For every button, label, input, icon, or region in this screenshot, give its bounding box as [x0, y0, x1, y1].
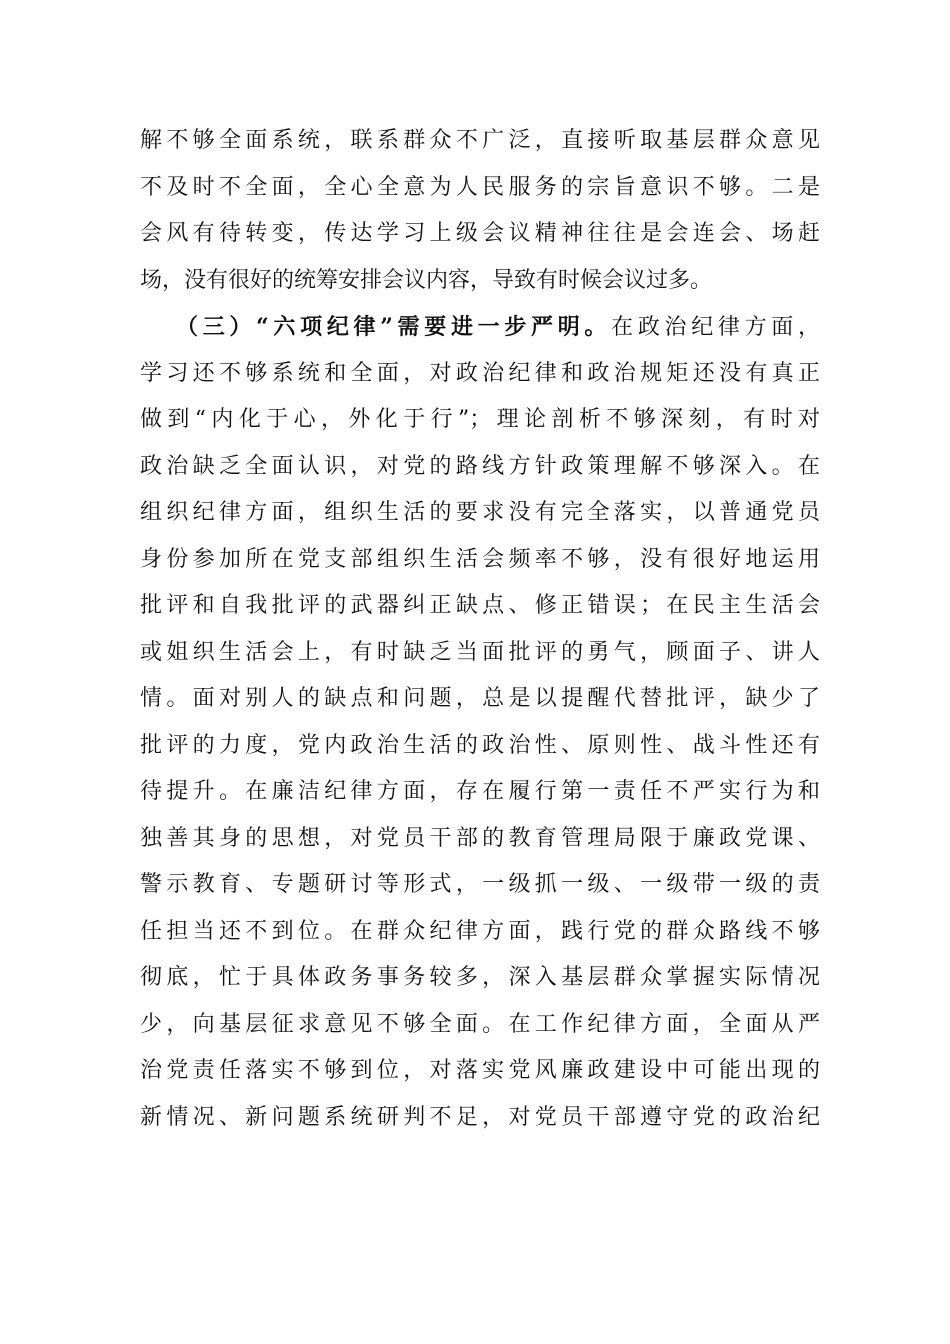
text-line: 批评的力度，党内政治生活的政治性、原则性、战斗性还有 [140, 732, 820, 758]
text-line: 新情况、新问题系统研判不足，对党员干部遵守党的政治纪 [140, 1104, 820, 1130]
text-line: 待提升。在廉洁纪律方面，存在履行第一责任不严实行为和 [140, 779, 820, 804]
text-line: 情。面对别人的缺点和问题，总是以提醒代替批评，缺少了 [140, 686, 820, 711]
text-line: 会风有待转变，传达学习上级会议精神往往是会连会、场赶 [140, 221, 820, 246]
text-line: 场，没有很好的统筹安排会议内容，导致有时候会议过多。 [140, 267, 713, 293]
text-line: 政治缺乏全面认识，对党的路线方针政策理解不够深入。在 [140, 453, 820, 479]
text-line: 批评和自我批评的武器纠正缺点、修正错误；在民主生活会 [140, 593, 820, 618]
text-line: 少，向基层征求意见不够全面。在工作纪律方面，全面从严 [140, 1011, 820, 1037]
text-line: 彻底，忙于具体政务事务较多，深入基层群众掌握实际情况 [140, 965, 820, 990]
text-line: 不及时不全面，全心全意为人民服务的宗旨意识不够。二是 [140, 174, 820, 200]
text-line: 做到“内化于心，外化于行”；理论剖析不够深刻，有时对 [140, 407, 820, 432]
text-run: 在政治纪律方面， [611, 315, 820, 340]
text-line: 或姐织生活会上，有时缺乏当面批评的勇气，顾面子、讲人 [140, 639, 820, 665]
text-line: 任担当还不到位。在群众纪律方面，践行党的群众路线不够 [140, 918, 820, 944]
text-line: 警示教育、专题研讨等形式，一级抓一级、一级带一级的责 [140, 872, 820, 897]
body-text [140, 118, 820, 1141]
text-line: 解不够全面系统，联系群众不广泛，直接听取基层群众意见 [140, 128, 820, 153]
paragraph-first-line [140, 304, 820, 351]
text-line: 组织纪律方面，组织生活的要求没有完全落实，以普通党员 [140, 500, 820, 525]
text-line: 身份参加所在党支部组织生活会频率不够，没有很好地运用 [140, 546, 820, 572]
section-heading: （三）“六项纪律”需要进一步严明。 [176, 314, 612, 340]
text-line: 独善其身的思想，对党员干部的教育管理局限于廉政党课、 [140, 825, 820, 851]
text-line: 学习还不够系统和全面，对政治纪律和政治规矩还没有真正 [140, 360, 820, 386]
text-line: 治党责任落实不够到位，对落实党风廉政建设中可能出现的 [140, 1058, 820, 1083]
